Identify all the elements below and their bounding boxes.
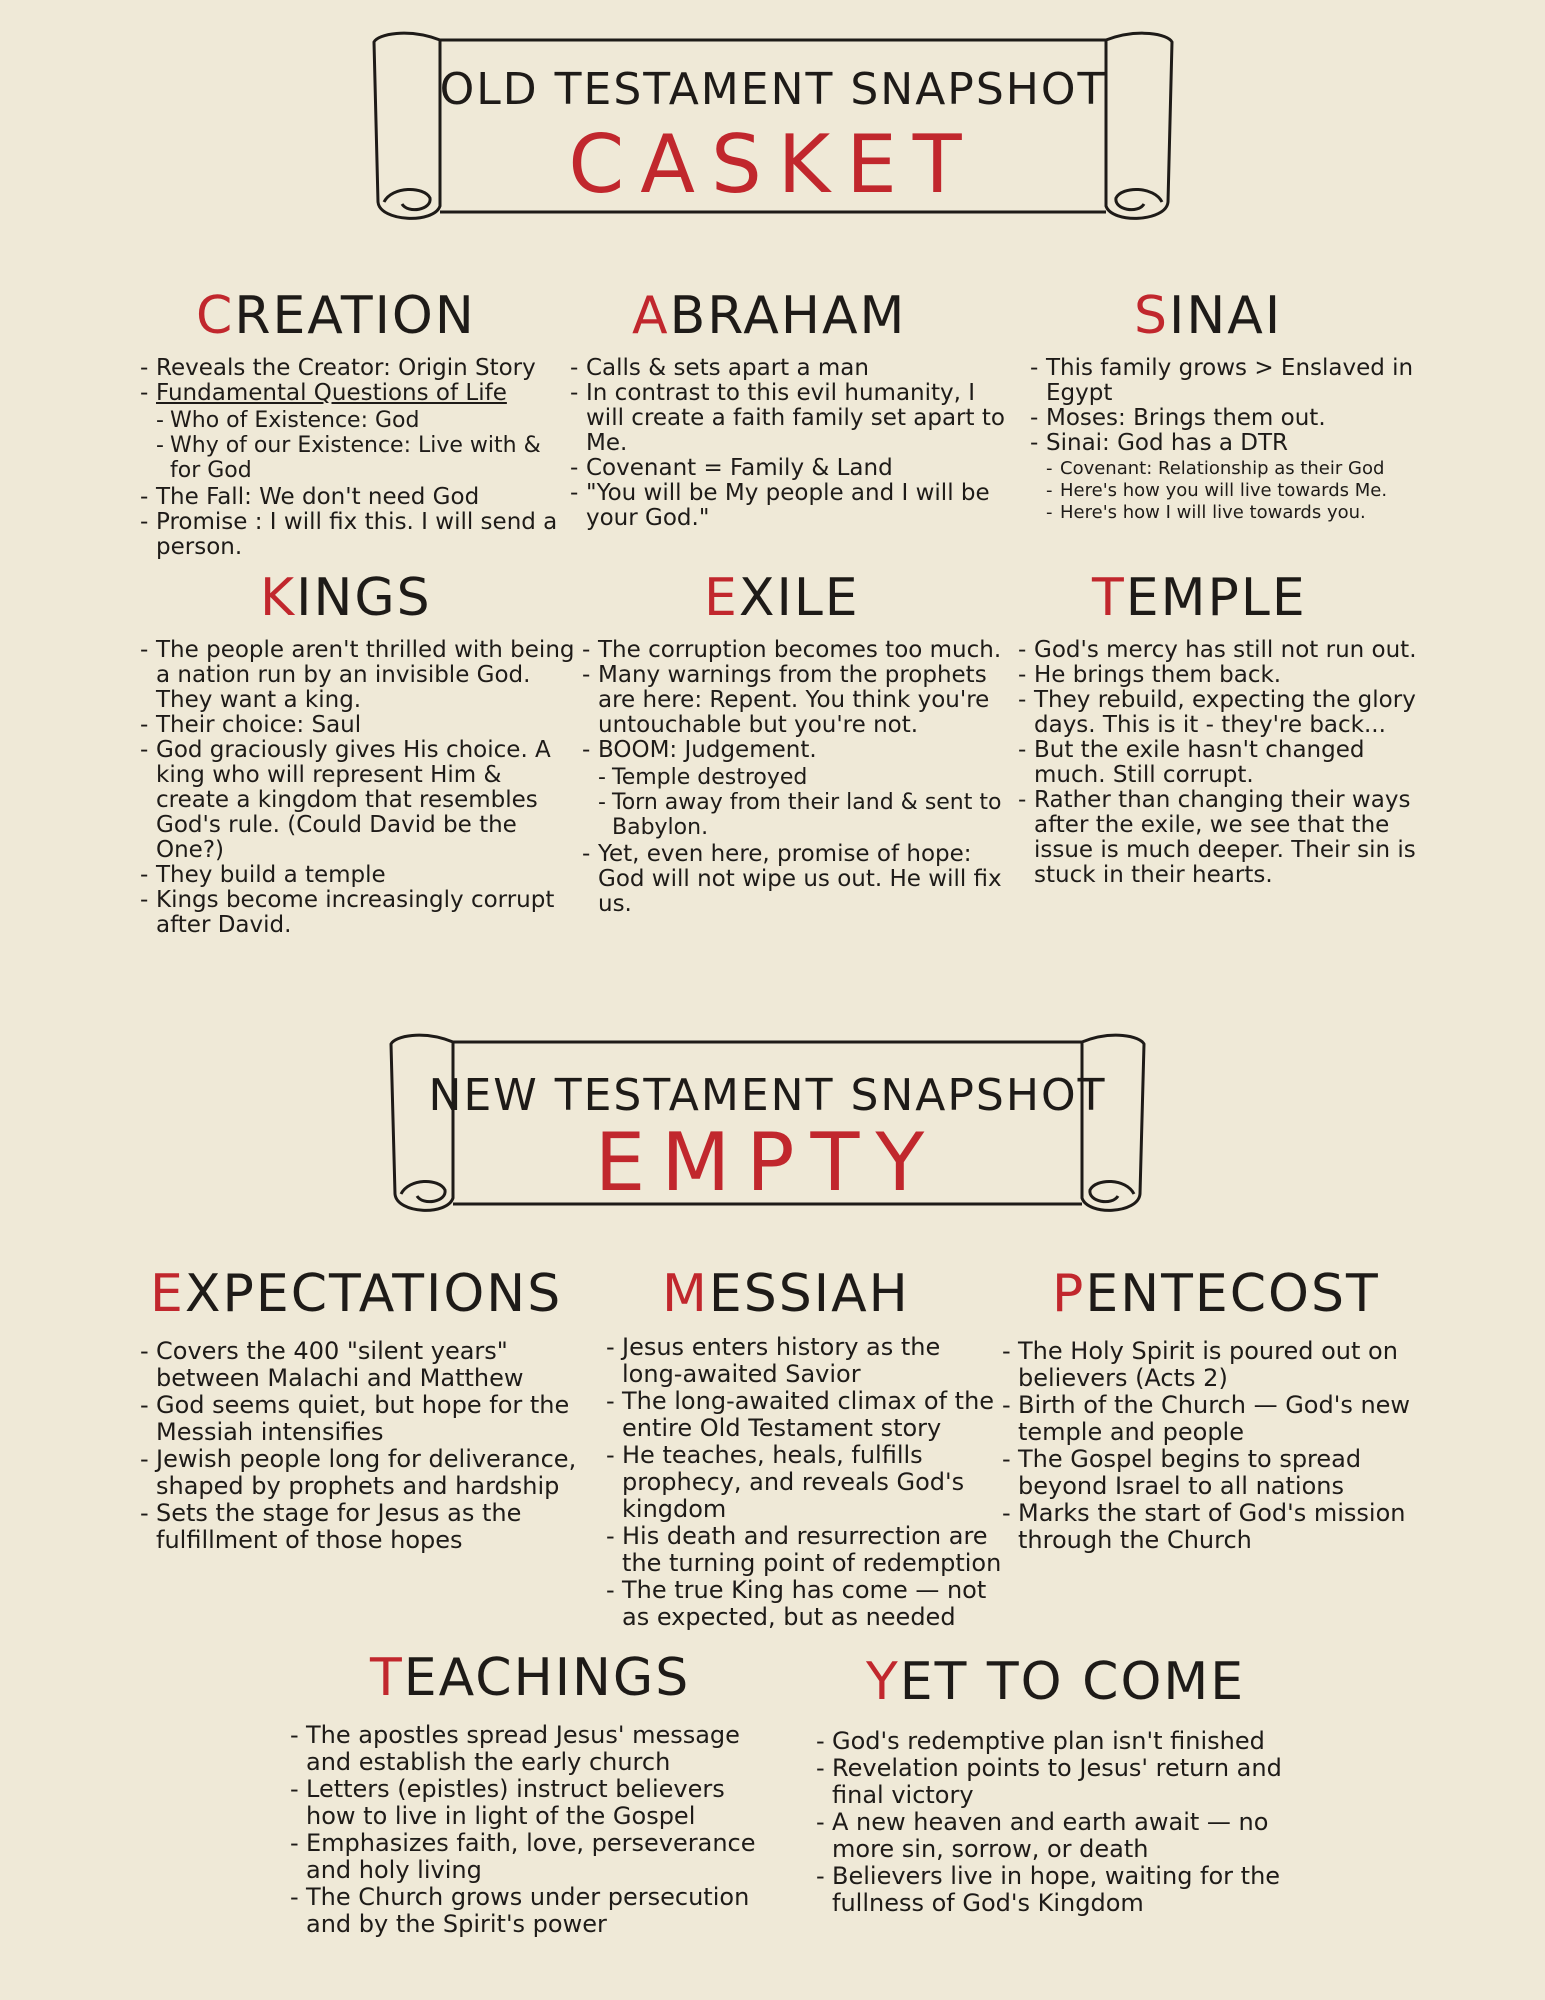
section-yet-to-come: [816, 1652, 1286, 1917]
section-messiah: [606, 1264, 1006, 1631]
heading-rest: ENTECOST: [1085, 1264, 1380, 1324]
list-item: - The Holy Spirit is poured out on believers (Acts 2): [1002, 1338, 1442, 1392]
list-item: - "You will be My people and I will be your God.": [570, 481, 1010, 531]
heading-initial: P: [1052, 1264, 1086, 1324]
list-item: - God's redemptive plan isn't finished: [816, 1728, 1286, 1755]
heading-initial: T: [1092, 568, 1126, 628]
section-heading: [140, 286, 560, 346]
heading-initial: T: [370, 1648, 404, 1708]
section-heading: [606, 1264, 1006, 1324]
sub-list-item: - Here's how you will live towards Me.: [1046, 480, 1435, 502]
list-item: - Jewish people long for deliverance, shaped by prophets and hardship: [140, 1446, 580, 1500]
heading-rest: INAI: [1169, 286, 1283, 346]
list-item: - His death and resurrection are the turning point of redemption: [606, 1523, 1006, 1577]
list-item: - Covenant = Family & Land: [570, 456, 1010, 481]
banner-title: NEW TESTAMENT SNAPSHOT: [428, 1070, 1107, 1121]
heading-initial: M: [662, 1264, 709, 1324]
list-item: - But the exile hasn't changed much. Still corrupt.: [1018, 738, 1438, 788]
list-item: - Kings become increasingly corrupt after David.: [140, 888, 580, 938]
section-heading: [140, 568, 580, 628]
list-item: - Rather than changing their ways after the exile, we see that the issue is much deeper. Their sin is stuck in their hearts.: [1018, 788, 1438, 888]
list-item: - Birth of the Church — God's new temple and people: [1002, 1392, 1442, 1446]
list-item: - BOOM: Judgement. - Temple destroyed - Torn away from their land & sent to Babylon.: [582, 738, 1002, 840]
heading-rest: REATION: [234, 286, 476, 346]
list-item: - Revelation points to Jesus' return and final victory: [816, 1755, 1286, 1809]
list-item: - The Church grows under persecution and by the Spirit's power: [290, 1884, 760, 1938]
section-heading: [816, 1652, 1286, 1712]
list-item: - Letters (epistles) instruct believers how to live in light of the Gospel: [290, 1776, 760, 1830]
section-temple: [1018, 568, 1438, 888]
list-item: - Yet, even here, promise of hope: God will not wipe us out. He will fix us.: [582, 842, 1002, 917]
list-item: - The Fall: We don't need God: [140, 485, 560, 510]
list-item: - In contrast to this evil humanity, I will create a faith family set apart to Me.: [570, 381, 1010, 456]
sub-list-item: - Here's how I will live towards you.: [1046, 502, 1435, 524]
section-heading: [290, 1648, 760, 1708]
list-item: - The Gospel begins to spread beyond Israel to all nations: [1002, 1446, 1442, 1500]
heading-rest: ET TO COME: [899, 1652, 1246, 1712]
section-kings: [140, 568, 580, 938]
heading-rest: INGS: [296, 568, 432, 628]
section-expectations: [140, 1264, 580, 1554]
section-abraham: [570, 286, 1010, 531]
list-item: - Emphasizes faith, love, perseverance and holy living: [290, 1830, 760, 1884]
heading-initial: C: [196, 286, 235, 346]
list-item: - Believers live in hope, waiting for the fullness of God's Kingdom: [816, 1863, 1286, 1917]
list-item: - This family grows > Enslaved in Egypt: [1030, 356, 1435, 406]
heading-initial: E: [150, 1264, 185, 1324]
list-item: - The corruption becomes too much.: [582, 638, 1002, 663]
list-item: - He brings them back.: [1018, 663, 1438, 688]
list-item: - The long-awaited climax of the entire Old Testament story: [606, 1388, 1006, 1442]
section-heading: [1030, 286, 1435, 346]
list-item: - The apostles spread Jesus' message and establish the early church: [290, 1722, 760, 1776]
list-item: - Covers the 400 "silent years" between Malachi and Matthew: [140, 1338, 580, 1392]
list-item: - Sets the stage for Jesus as the fulfillment of those hopes: [140, 1500, 580, 1554]
list-item: - Sinai: God has a DTR - Covenant: Relationship as their God - Here's how you will live towards Me. - Here's how I will live towards you.: [1030, 431, 1435, 524]
heading-initial: S: [1134, 286, 1170, 346]
list-item: - God graciously gives His choice. A king who will represent Him & create a kingdom that resembles God's rule. (Could David be the One?): [140, 738, 580, 863]
section-heading: [1018, 568, 1438, 628]
list-item: - Calls & sets apart a man: [570, 356, 1010, 381]
sub-list-item: - Who of Existence: God: [156, 408, 560, 433]
section-exile: [582, 568, 1002, 917]
heading-initial: A: [632, 286, 670, 346]
list-item: - The people aren't thrilled with being a nation run by an invisible God. They want a king.: [140, 638, 580, 713]
list-item: - God seems quiet, but hope for the Messiah intensifies: [140, 1392, 580, 1446]
section-pentecost: [1002, 1264, 1442, 1554]
sub-list-item: - Covenant: Relationship as their God: [1046, 458, 1435, 480]
section-heading: [140, 1264, 580, 1324]
heading-rest: BRAHAM: [669, 286, 907, 346]
heading-initial: Y: [866, 1652, 900, 1712]
sub-list-item: - Torn away from their land & sent to Babylon.: [598, 790, 1002, 840]
section-teachings: [290, 1648, 760, 1938]
list-item: - God's mercy has still not run out.: [1018, 638, 1438, 663]
heading-rest: EMPLE: [1125, 568, 1307, 628]
list-item: - Many warnings from the prophets are here: Repent. You think you're untouchable but you're not.: [582, 663, 1002, 738]
list-item: - They build a temple: [140, 863, 580, 888]
list-item: - He teaches, heals, fulfills prophecy, and reveals God's kingdom: [606, 1442, 1006, 1523]
list-item: - Reveals the Creator: Origin Story: [140, 356, 560, 381]
sub-list-item: - Why of our Existence: Live with & for God: [156, 433, 560, 483]
sub-list-item: - Temple destroyed: [598, 765, 1002, 790]
list-item: - Fundamental Questions of Life - Who of Existence: God - Why of our Existence: Live with & for God: [140, 381, 560, 483]
section-sinai: [1030, 286, 1435, 526]
old-testament-banner: [368, 26, 1178, 226]
banner-keyword: EMPTY: [594, 1116, 941, 1209]
heading-rest: XILE: [738, 568, 860, 628]
banner-keyword: CASKET: [568, 118, 978, 211]
heading-initial: E: [704, 568, 739, 628]
list-item: - A new heaven and earth await — no more sin, sorrow, or death: [816, 1809, 1286, 1863]
section-heading: [1002, 1264, 1442, 1324]
new-testament-banner: [385, 1028, 1150, 1218]
heading-rest: XPECTATIONS: [184, 1264, 563, 1324]
list-item: - They rebuild, expecting the glory days. This is it - they're back...: [1018, 688, 1438, 738]
list-item: - The true King has come — not as expected, but as needed: [606, 1577, 1006, 1631]
heading-initial: K: [260, 568, 297, 628]
section-creation: [140, 286, 560, 560]
section-heading: [570, 286, 1010, 346]
list-item: - Promise : I will fix this. I will send a person.: [140, 510, 560, 560]
heading-rest: ESSIAH: [708, 1264, 910, 1324]
heading-rest: EACHINGS: [403, 1648, 691, 1708]
list-item: - Marks the start of God's mission through the Church: [1002, 1500, 1442, 1554]
list-item: - Moses: Brings them out.: [1030, 406, 1435, 431]
list-item: - Jesus enters history as the long-awaited Savior: [606, 1334, 1006, 1388]
list-item: - Their choice: Saul: [140, 713, 580, 738]
banner-title: OLD TESTAMENT SNAPSHOT: [439, 64, 1107, 115]
section-heading: [582, 568, 1002, 628]
